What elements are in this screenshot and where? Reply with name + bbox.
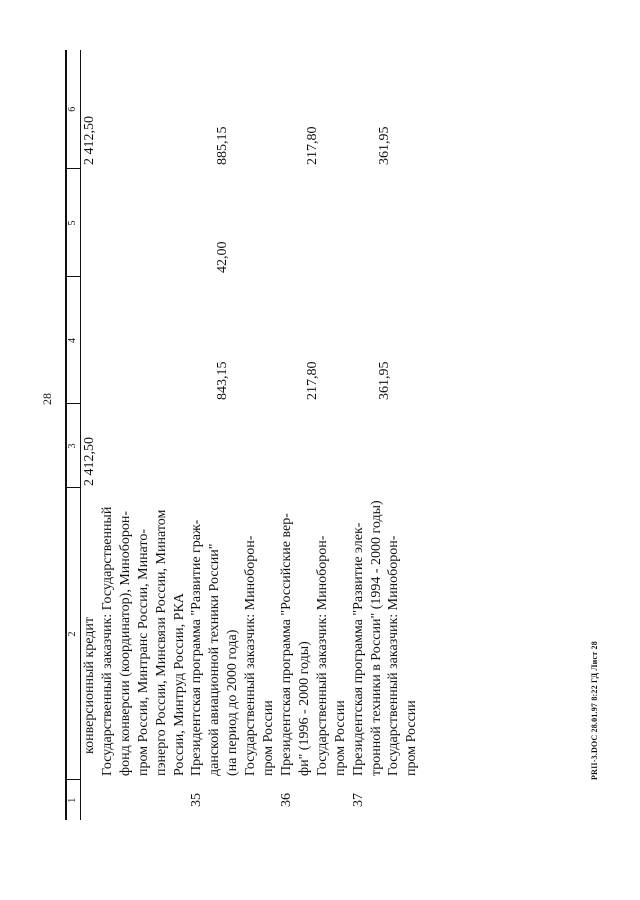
row-description (350, 488, 422, 780)
value-col3 (350, 404, 422, 488)
description-line: тронной техники в России" (1994 - 2000 годы) (368, 500, 384, 776)
row-number: 37 (350, 793, 366, 807)
description-line: Государственный заказчик: Миноборон- (243, 535, 259, 776)
description-line: пром России, Минтранс России, Минато- (135, 528, 151, 776)
row-description (188, 488, 278, 780)
description-line: конверсионный кредит (82, 617, 97, 754)
description-line: пром России (404, 700, 420, 776)
description-line: Президентская программа "Развитие граж- (189, 519, 205, 776)
description-line: Президентская программа "Российские вер- (278, 513, 294, 776)
description-line: Государственный заказчик: Миноборон- (386, 535, 402, 776)
value-col4: 361,95 (376, 361, 392, 400)
table-row (188, 50, 278, 820)
description-line: пэнерго России, Минсвязи России, Минатом (153, 509, 169, 776)
column-header-3: 3 (66, 404, 81, 488)
value-col4: 217,80 (304, 361, 320, 400)
table-row (81, 50, 189, 820)
description-line: пром России (261, 700, 277, 776)
row-number: 36 (278, 793, 294, 807)
row-number: 35 (189, 793, 205, 807)
description-line: Государственный заказчик: Государственный (99, 506, 115, 776)
column-header-4: 4 (66, 277, 81, 404)
description-line: Государственный заказчик: Миноборон- (314, 535, 330, 776)
description-line: фонд конверсии (координатор), Миноборон- (117, 510, 133, 776)
value-col6: 217,80 (304, 126, 320, 165)
column-header-6: 6 (66, 50, 81, 169)
column-header-2: 2 (66, 488, 81, 780)
description-line: России, Минтруд России, РКА (171, 593, 187, 776)
column-number-row (66, 50, 81, 820)
value-col5 (278, 169, 350, 277)
value-col3: 2 412,50 (82, 437, 97, 486)
description-line: данской авиационной техники России" (207, 543, 223, 776)
value-col3 (188, 404, 278, 488)
column-header-1: 1 (66, 780, 81, 820)
file-footer: PRII-3.DOC 28.01.97 8:22 ГД Лист 28 (590, 641, 599, 780)
value-col3 (278, 404, 350, 488)
value-col6: 361,95 (376, 126, 392, 165)
row-description (278, 488, 350, 780)
value-col6: 2 412,50 (82, 116, 97, 165)
value-col5: 42,00 (215, 241, 231, 273)
row-description (81, 488, 189, 780)
value-col6: 885,15 (215, 126, 231, 165)
value-col5 (350, 169, 422, 277)
column-header-5: 5 (66, 169, 81, 277)
budget-table (65, 50, 421, 820)
row-number (81, 780, 189, 820)
value-col5 (81, 169, 189, 277)
description-line: Президентская программа "Развитие элек- (350, 522, 366, 776)
value-col4: 843,15 (215, 361, 231, 400)
description-line: фи" (1996 - 2000 годы) (296, 641, 312, 776)
value-col4 (81, 277, 189, 404)
page-number: 28 (40, 393, 54, 405)
table-row (278, 50, 350, 820)
description-line: (на период до 2000 года) (225, 629, 241, 776)
table-row (350, 50, 422, 820)
description-line: пром России (332, 700, 348, 776)
